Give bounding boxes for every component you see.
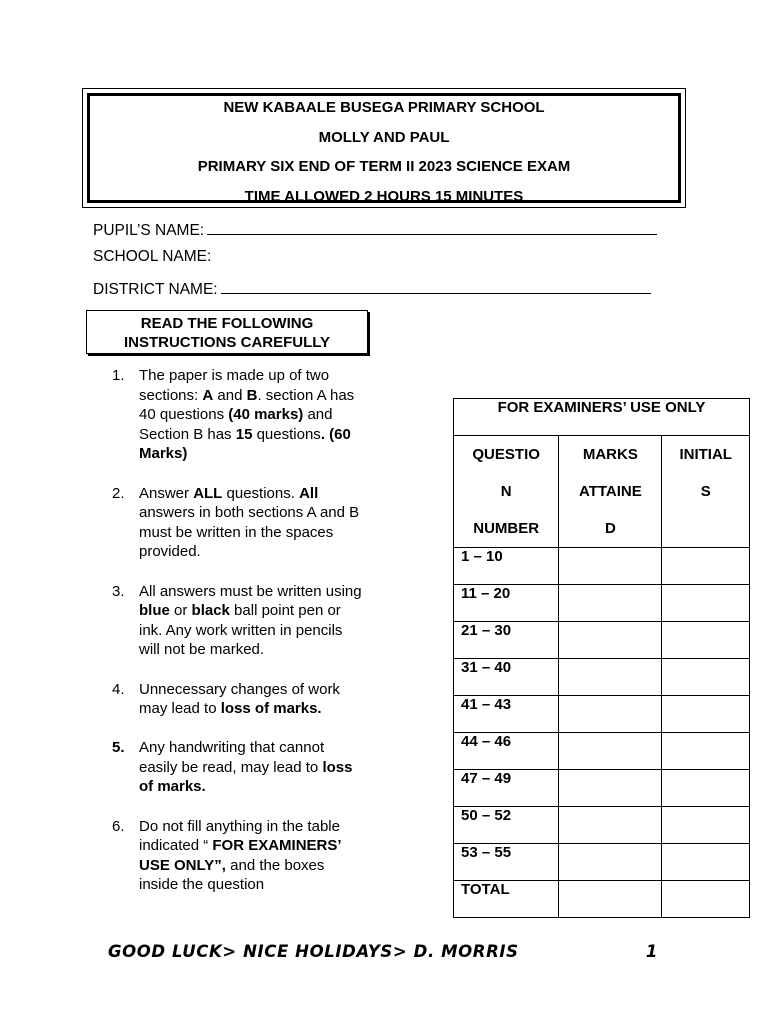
- instruction-number: 4.: [112, 680, 125, 698]
- instruction-text: [139, 484, 362, 562]
- question-range-cell: TOTAL: [454, 881, 559, 918]
- initials-cell[interactable]: [662, 770, 750, 807]
- exam-header-inner-border: [87, 93, 681, 203]
- question-range-cell: 11 – 20: [454, 585, 559, 622]
- instruction-number: 2.: [112, 484, 125, 502]
- question-range-cell: 1 – 10: [454, 548, 559, 585]
- instruction-text: [139, 582, 362, 660]
- footer: [108, 942, 658, 961]
- table-row: [454, 548, 750, 585]
- instructions-title-line-2: INSTRUCTIONS CAREFULLY: [123, 334, 331, 351]
- initials-cell[interactable]: [662, 844, 750, 881]
- pupil-name-field[interactable]: [93, 218, 657, 240]
- time-allowed-heading: TIME ALLOWED 2 HOURS 15 MINUTES: [244, 188, 524, 205]
- table-row: [454, 696, 750, 733]
- page-number: 1: [645, 942, 658, 961]
- instruction-text-part: and Section B has: [139, 406, 333, 443]
- question-number-header: QUESTIO N NUMBER: [454, 436, 559, 548]
- instruction-item: [112, 817, 362, 895]
- marks-cell[interactable]: [559, 622, 662, 659]
- instruction-text-part: (40 marks): [228, 406, 304, 424]
- instruction-text-part: and: [213, 386, 247, 404]
- instruction-text-part: 15: [235, 425, 253, 443]
- instruction-text-part: answers in both sections A and B must be written in the spaces provided.: [139, 504, 360, 561]
- instruction-item: [112, 484, 362, 562]
- instructions-title-box: [86, 310, 368, 354]
- instruction-item: [112, 680, 362, 719]
- initials-cell[interactable]: [662, 733, 750, 770]
- marks-cell[interactable]: [559, 548, 662, 585]
- question-range-cell: 50 – 52: [454, 807, 559, 844]
- instruction-number: 5.: [112, 739, 125, 757]
- instruction-text-part: . section A has 40 questions: [139, 386, 355, 424]
- marks-cell[interactable]: [559, 696, 662, 733]
- instruction-text-part: black: [191, 602, 230, 620]
- district-name-line[interactable]: [221, 277, 651, 294]
- instruction-text-part: All: [299, 484, 319, 502]
- initials-cell[interactable]: [662, 548, 750, 585]
- instruction-text-part: Any handwriting that cannot easily be read, may lead to: [139, 739, 325, 776]
- table-row: [454, 585, 750, 622]
- instruction-item: [112, 582, 362, 660]
- subtitle-heading: MOLLY AND PAUL: [318, 129, 450, 146]
- table-row: [454, 622, 750, 659]
- initials-header: INITIAL S: [662, 436, 750, 548]
- question-range-cell: 21 – 30: [454, 622, 559, 659]
- instructions-list: [112, 366, 362, 915]
- instruction-text-part: FOR EXAMINERS’ USE ONLY”,: [139, 837, 341, 874]
- instruction-text-part: The paper is made up of two sections:: [139, 367, 330, 404]
- examiners-table: [453, 398, 750, 918]
- instruction-text: [139, 680, 362, 719]
- district-name-label: DISTRICT NAME:: [93, 281, 218, 298]
- examiners-table-title: FOR EXAMINERS’ USE ONLY: [454, 399, 750, 436]
- marks-cell[interactable]: [559, 770, 662, 807]
- question-range-cell: 44 – 46: [454, 733, 559, 770]
- marks-attained-header: MARKS ATTAINE D: [559, 436, 662, 548]
- instruction-number: 3.: [112, 582, 125, 600]
- instruction-text-part: Answer: [139, 484, 194, 502]
- initials-cell[interactable]: [662, 622, 750, 659]
- exam-title-heading: PRIMARY SIX END OF TERM II 2023 SCIENCE EXAM: [197, 158, 571, 175]
- instruction-text-part: and the boxes inside the question: [139, 856, 325, 894]
- instruction-text: [139, 738, 362, 797]
- school-name-field: [93, 248, 211, 266]
- initials-cell[interactable]: [662, 696, 750, 733]
- question-range-cell: 31 – 40: [454, 659, 559, 696]
- marks-cell[interactable]: [559, 585, 662, 622]
- school-name-label: SCHOOL NAME:: [93, 248, 212, 265]
- marks-cell[interactable]: [559, 733, 662, 770]
- pupil-name-label: PUPIL’S NAME:: [93, 222, 205, 239]
- instruction-text: [139, 817, 362, 895]
- instruction-text-part: Do not fill anything in the table indicated “: [139, 817, 340, 855]
- initials-cell[interactable]: [662, 881, 750, 918]
- district-name-field[interactable]: [93, 277, 651, 299]
- instruction-text-part: or: [169, 602, 192, 620]
- marks-cell[interactable]: [559, 807, 662, 844]
- instruction-text-part: A: [202, 386, 214, 404]
- instruction-text-part: questions.: [222, 484, 300, 502]
- table-row: [454, 770, 750, 807]
- instruction-text-part: . (60 Marks): [139, 425, 351, 463]
- instruction-text-part: loss of marks.: [139, 758, 353, 796]
- marks-cell[interactable]: [559, 844, 662, 881]
- instructions-title-line-1: READ THE FOLLOWING: [140, 315, 314, 332]
- question-range-cell: 47 – 49: [454, 770, 559, 807]
- school-name-heading: NEW KABAALE BUSEGA PRIMARY SCHOOL: [223, 99, 545, 116]
- table-row: [454, 844, 750, 881]
- instruction-text-part: blue: [139, 602, 170, 620]
- table-row: [454, 881, 750, 918]
- initials-cell[interactable]: [662, 585, 750, 622]
- marks-cell[interactable]: [559, 659, 662, 696]
- pupil-name-line[interactable]: [207, 218, 657, 235]
- instruction-text-part: Unnecessary changes of work may lead to: [139, 680, 340, 718]
- question-range-cell: 53 – 55: [454, 844, 559, 881]
- instruction-text-part: ALL: [193, 484, 223, 502]
- instruction-text-part: questions: [252, 425, 321, 443]
- table-row: [454, 659, 750, 696]
- table-row: [454, 733, 750, 770]
- instruction-text-part: All answers must be written using: [139, 582, 362, 600]
- footer-message: GOOD LUCK> NICE HOLIDAYS> D. MORRIS: [108, 942, 519, 961]
- instruction-item: [112, 366, 362, 464]
- marks-cell[interactable]: [559, 881, 662, 918]
- initials-cell[interactable]: [662, 807, 750, 844]
- instruction-number: 1.: [112, 367, 125, 384]
- instruction-text-part: B: [246, 386, 258, 404]
- exam-header-box: [82, 88, 686, 208]
- instruction-text: [139, 366, 362, 464]
- table-row: [454, 807, 750, 844]
- instruction-text-part: loss of marks.: [220, 700, 322, 718]
- initials-cell[interactable]: [662, 659, 750, 696]
- instruction-number: 6.: [112, 817, 125, 835]
- instruction-item: [112, 738, 362, 797]
- instruction-text-part: ball point pen or ink. Any work written in pencils will not be marked.: [139, 602, 343, 659]
- question-range-cell: 41 – 43: [454, 696, 559, 733]
